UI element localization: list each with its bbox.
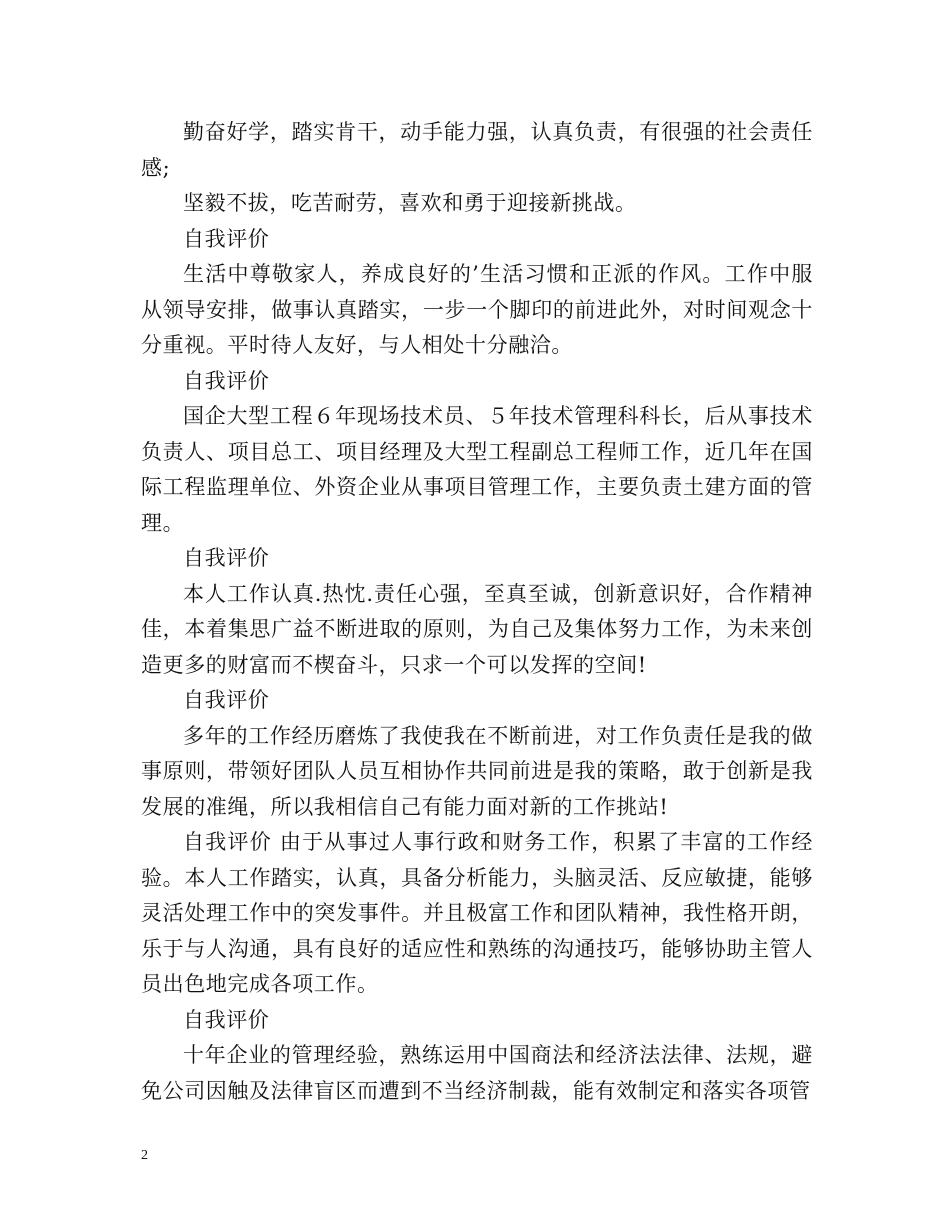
paragraph: 多年的工作经历磨炼了我使我在不断前进，对工作负责任是我的做事原则，带领好团队人员互相协作共同前进是我的策略，敢于创新是我发展的准绳，所以我相信自己有能力面对新的工作挑站! <box>141 723 813 819</box>
paragraph: 生活中尊敬家人，养成良好的’生活习惯和正派的作风。工作中服从领导安排，做事认真踏实，一步一个脚印的前进此外，对时间观念十分重视。平时待人友好，与人相处十分融洽。 <box>141 262 813 357</box>
paragraph: 自我评价 由于从事过人事行政和财务工作，积累了丰富的工作经验。本人工作踏实，认真，具备分析能力，头脑灵活、反应敏捷，能够灵活处理工作中的突发事件。并且极富工作和团队精神，我性格开朗，乐于与人沟通，具有良好的适应性和熟练的沟通技巧，能够协助主管人员出色地完成各项工作。 <box>141 830 813 996</box>
document-body <box>141 115 813 1109</box>
paragraph: 勤奋好学，踏实肯干，动手能力强，认真负责，有很强的社会责任感; <box>141 120 813 180</box>
paragraph: 国企大型工程６年现场技术员、５年技术管理科科长，后从事技术负责人、项目总工、项目经理及大型工程副总工程师工作，近几年在国际工程监理单位、外资企业从事项目管理工作，主要负责土建方面的管理。 <box>141 404 813 535</box>
section-heading: 自我评价 <box>183 226 270 251</box>
section-heading: 自我评价 <box>183 1007 270 1032</box>
section-heading: 自我评价 <box>183 546 270 570</box>
paragraph: 本人工作认真.热忱.责任心强，至真至诚，创新意识好，合作精神佳，本着集思广益不断进取的原则，为自己及集体努力工作，为未来创造更多的财富而不楔奋斗，只求一个可以发挥的空间! <box>141 581 813 677</box>
paragraph: 十年企业的管理经验，熟练运用中国商法和经济法法律、法规，避免公司因触及法律盲区而遭到不当经济制裁，能有效制定和落实各项管 <box>141 1043 813 1103</box>
page-number: 2 <box>141 1148 148 1163</box>
paragraph: 坚毅不拔，吃苦耐劳，喜欢和勇于迎接新挑战。 <box>183 191 637 215</box>
section-heading: 自我评价 <box>183 688 270 712</box>
section-heading: 自我评价 <box>183 368 270 393</box>
